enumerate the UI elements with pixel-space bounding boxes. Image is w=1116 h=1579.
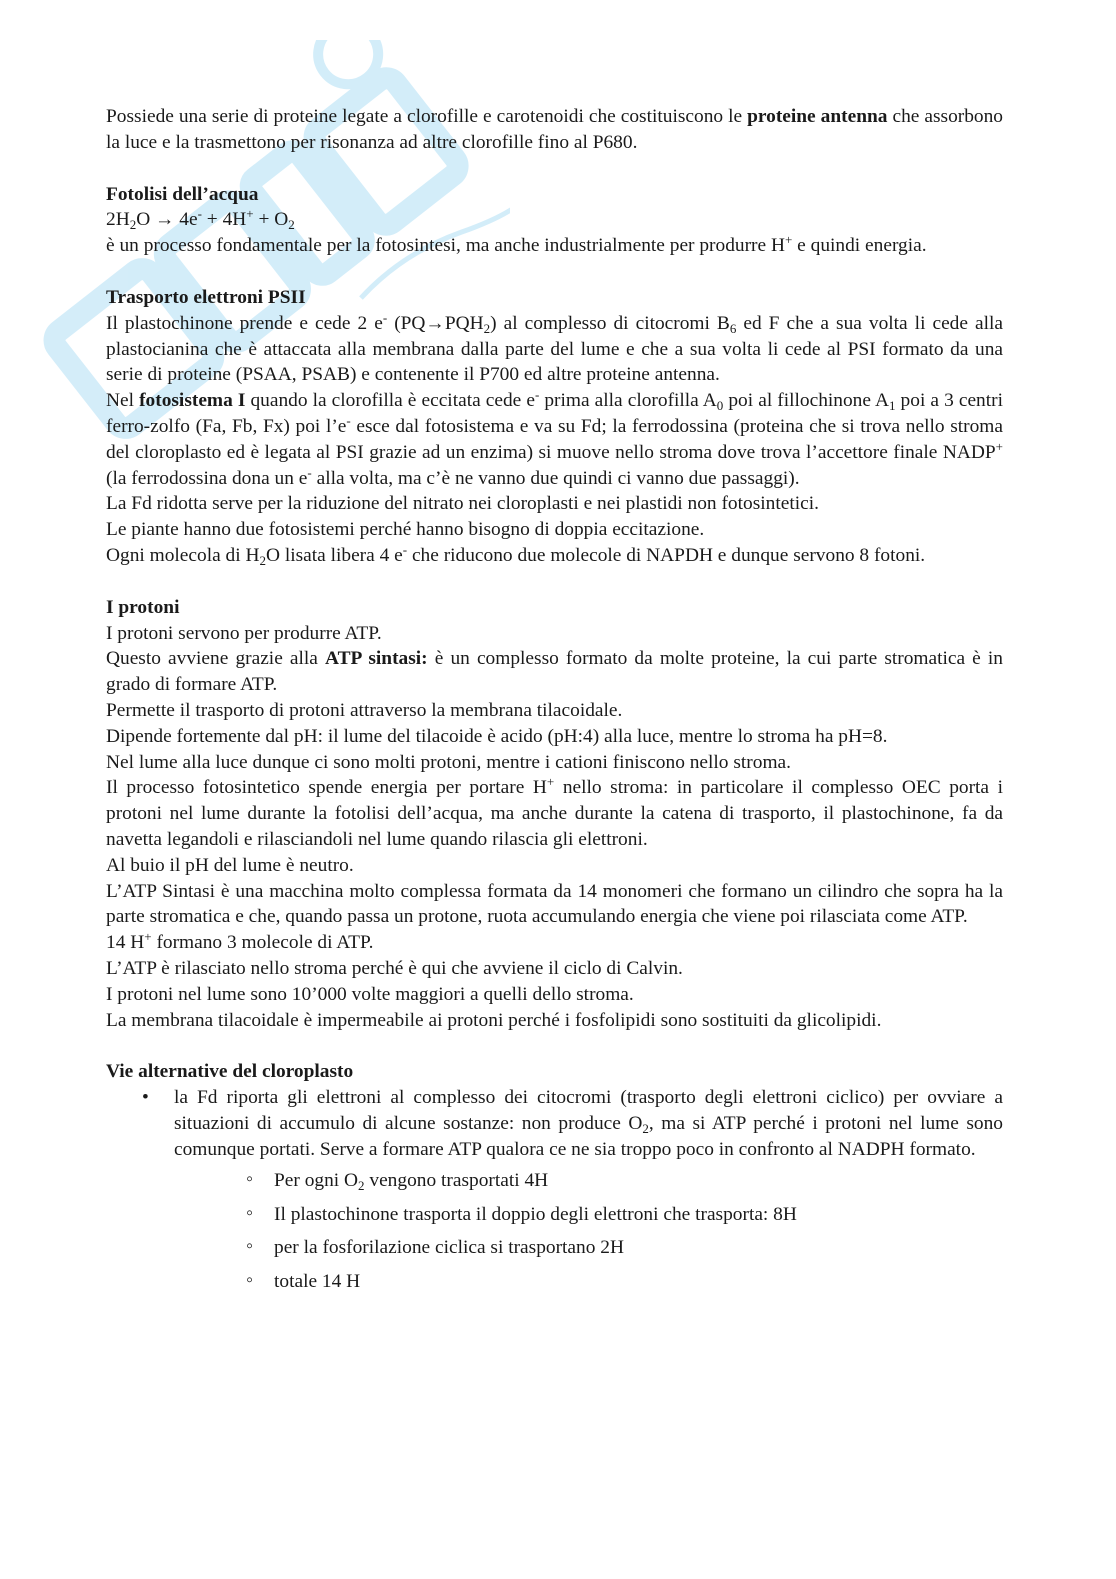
document-page bbox=[106, 104, 1003, 1302]
bullet-list bbox=[106, 1085, 1003, 1295]
sub-item-4: ◦ totale 14 H bbox=[174, 1269, 1003, 1295]
equation-fotolisi: $2H_2O \to 4e^- + 4H^+ + O_2$ bbox=[106, 206, 295, 233]
paragraph-psii-3: La Fd ridotta serve per la riduzione del nitrato nei cloroplasti e nei plastidi non fotosintetici. bbox=[106, 493, 819, 515]
sub-item-1: ◦ Per ogni $O_2$ vengono trasportati 4H bbox=[174, 1168, 1003, 1194]
paragraph-protoni-2: Questo avviene grazie alla ATP sintasi: è un complesso formato da molte proteine, la cui parte stromatica è in grado di formare ATP. bbox=[106, 648, 1003, 696]
paragraph-protoni-5: Nel lume alla luce dunque ci sono molti protoni, mentre i cationi finiscono nello stroma. bbox=[106, 751, 791, 773]
paragraph-psii-5: Ogni molecola di $H_2O$ lisata libera 4 e- che riducono due molecole di NAPDH e dunque servono 8 fotoni. bbox=[106, 541, 926, 568]
sub-list bbox=[174, 1168, 1003, 1294]
paragraph-protoni-9: 14 H+ formano 3 molecole di ATP. bbox=[106, 929, 374, 954]
paragraph-psii-2: Nel fotosistema I quando la clorofilla è eccitata cede e- prima alla clorofilla $A_0$ poi al fillochinone $A_1$ poi a 3 centri ferro-zolfo (Fa, Fb, Fx) poi l’e- esce dal fotosistema e va su Fd; la ferrodossina (proteina che si trova nello stroma del cloroplasto ed è legata al PSI grazie ad un enzima) si muove nello stroma dove trova l’accettore finale NADP+ (la ferrodossina dona un e- alla volta, ma c’è ne vanno due quindi ci vanno due passaggi). bbox=[106, 387, 1003, 489]
paragraph-fotolisi: è un processo fondamentale per la fotosintesi, ma anche industrialmente per produrre H+ e quindi energia. bbox=[106, 232, 927, 257]
paragraph-protoni-8: L’ATP Sintasi è una macchina molto complessa formata da 14 monomeri che formano un cilindro che sopra ha la parte stromatica e che, quando passa un protone, ruota accumulando energia che viene poi rilasciata come ATP. bbox=[106, 880, 1003, 928]
paragraph-protoni-3: Permette il trasporto di protoni attraverso la membrana tilacoidale. bbox=[106, 699, 623, 721]
heading-fotolisi: Fotolisi dell’acqua bbox=[106, 183, 259, 205]
paragraph-protoni-6: Il processo fotosintetico spende energia per portare H+ nello stroma: in particolare il complesso OEC porta i protoni nel lume durante la fotolisi dell’acqua, ma anche durante la catena di trasporto, il plastochinone, fa da navetta legandoli e rilasciandoli nel lume quando rilascia gli elettroni. bbox=[106, 774, 1004, 850]
intro-paragraph: Possiede una serie di proteine legate a clorofille e carotenoidi che costituiscono le proteine antenna che assorbono la luce e la trasmettono per risonanza ad altre clorofille fino al P680. bbox=[106, 106, 1004, 153]
heading-vie-alternative: Vie alternative del cloroplasto bbox=[106, 1061, 354, 1083]
bullet-text: • la Fd riporta gli elettroni al complesso dei citocromi (trasporto degli elettroni ciclico) per ovviare a situazioni di accumulo di alcune sostanze: non produce $O_2$, ma si ATP perché i protoni nel lume sono comunque portati. Serve a formare ATP qualora ce ne sia troppo poco in confronto al NADPH formato. bbox=[174, 1087, 1004, 1160]
paragraph-psii-4: Le piante hanno due fotosistemi perché hanno bisogno di doppia eccitazione. bbox=[106, 519, 705, 541]
paragraph-protoni-10: L’ATP è rilasciato nello stroma perché è qui che avviene il ciclo di Calvin. bbox=[106, 957, 683, 979]
paragraph-protoni-12: La membrana tilacoidale è impermeabile ai protoni perché i fosfolipidi sono sostituiti da glicolipidi. bbox=[106, 1009, 882, 1031]
paragraph-protoni-1: I protoni servono per produrre ATP. bbox=[106, 622, 382, 644]
heading-protoni: I protoni bbox=[106, 596, 180, 618]
paragraph-protoni-7: Al buio il pH del lume è neutro. bbox=[106, 854, 354, 876]
bullet-item bbox=[106, 1085, 1003, 1295]
heading-psii: Trasporto elettroni PSII bbox=[106, 286, 306, 308]
paragraph-protoni-4: Dipende fortemente dal pH: il lume del tilacoide è acido (pH:4) alla luce, mentre lo stroma ha pH=8. bbox=[106, 725, 888, 747]
sub-item-2: ◦ Il plastochinone trasporta il doppio degli elettroni che trasporta: 8H bbox=[174, 1202, 1003, 1228]
paragraph-psii-1: Il plastochinone prende e cede 2 e- $(PQ\to PQH_2)$ al complesso di citocromi $B_6$ ed F che a sua volta li cede alla plastocianina che è attaccata alla membrana dalla parte del lume e che a sua volta li cede al PSI formato da una serie di proteine (PSAA, PSAB) e contenente il P700 ed altre proteine antenna. bbox=[106, 309, 1003, 386]
paragraph-protoni-11: I protoni nel lume sono 10’000 volte maggiori a quelli dello stroma. bbox=[106, 983, 634, 1005]
sub-item-3: ◦ per la fosforilazione ciclica si trasportano 2H bbox=[174, 1235, 1003, 1261]
